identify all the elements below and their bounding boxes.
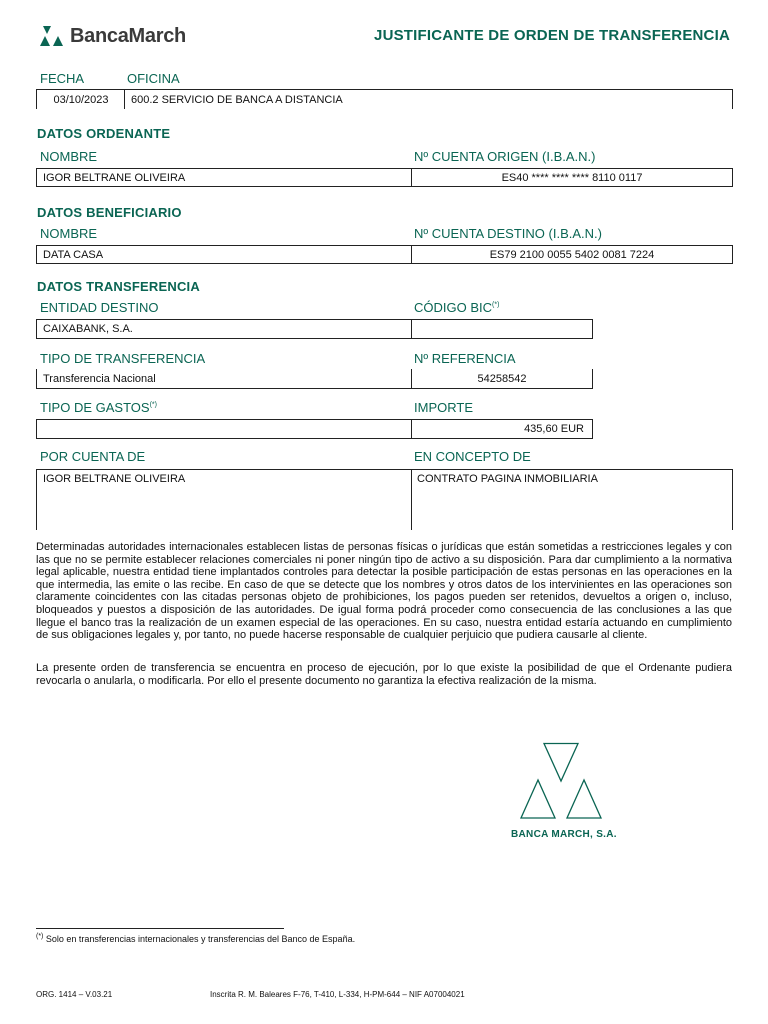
bank-stamp-logo-icon xyxy=(518,742,604,820)
referencia-value: 54258542 xyxy=(477,372,527,385)
por-cuenta-value: IGOR BELTRANE OLIVEIRA xyxy=(43,473,186,485)
transferencia-section-title: DATOS TRANSFERENCIA xyxy=(37,279,200,294)
referencia-label: Nº REFERENCIA xyxy=(414,351,516,366)
bank-logo-icon xyxy=(40,24,64,48)
tipo-row xyxy=(36,369,593,389)
ordenante-row xyxy=(36,168,733,187)
fecha-label: FECHA xyxy=(40,71,85,86)
footnote xyxy=(36,933,355,944)
gastos-label xyxy=(40,400,157,415)
ordenante-nombre-label: NOMBRE xyxy=(40,149,98,164)
entidad-row xyxy=(36,319,593,339)
tipo-transferencia-value: Transferencia Nacional xyxy=(43,372,156,385)
footer-org-code: ORG. 1414 – V.03.21 xyxy=(36,990,113,999)
beneficiario-nombre-label: NOMBRE xyxy=(40,226,98,241)
ordenante-cuenta-label: Nº CUENTA ORIGEN (I.B.A.N.) xyxy=(414,149,596,164)
document-title: JUSTIFICANTE DE ORDEN DE TRANSFERENCIA xyxy=(374,27,730,44)
importe-label: IMPORTE xyxy=(414,400,473,415)
oficina-value: 600.2 SERVICIO DE BANCA A DISTANCIA xyxy=(131,93,343,106)
por-cuenta-row xyxy=(36,469,733,530)
gastos-asterisk: (*) xyxy=(149,401,157,409)
por-cuenta-label: POR CUENTA DE xyxy=(40,449,146,464)
bic-asterisk: (*) xyxy=(492,301,500,309)
ordenante-cuenta-value: ES40 **** **** **** 8110 0117 xyxy=(501,171,643,184)
bic-value xyxy=(412,320,592,338)
bic-label xyxy=(414,300,499,315)
beneficiario-cuenta-value: ES79 2100 0055 5402 0081 7224 xyxy=(489,248,655,261)
gastos-row xyxy=(36,419,593,439)
concepto-label: EN CONCEPTO DE xyxy=(414,449,531,464)
importe-value: 435,60 EUR xyxy=(524,423,584,435)
entidad-value: CAIXABANK, S.A. xyxy=(43,323,133,335)
beneficiario-nombre-value: DATA CASA xyxy=(43,248,104,261)
tipo-transferencia-label: TIPO DE TRANSFERENCIA xyxy=(40,351,206,366)
fecha-value: 03/10/2023 xyxy=(53,93,109,106)
ordenante-section-title: DATOS ORDENANTE xyxy=(37,126,171,141)
beneficiario-row xyxy=(36,245,733,264)
footnote-mark: (*) xyxy=(36,933,44,940)
gastos-label-text: TIPO DE GASTOS xyxy=(40,400,150,415)
beneficiario-section-title: DATOS BENEFICIARIO xyxy=(37,205,182,220)
bank-logo xyxy=(40,24,210,50)
gastos-value xyxy=(37,420,411,438)
legal-paragraph-2: La presente orden de transferencia se encuentra en proceso de ejecución, por lo que existe la posibilidad de que el Ordenante pudiera revocarla o anularla, o modificarla. Por ello el presente documento no garantiza la efectiva realización de la misma. xyxy=(36,662,732,687)
beneficiario-cuenta-label: Nº CUENTA DESTINO (I.B.A.N.) xyxy=(414,226,602,241)
oficina-label: OFICINA xyxy=(127,71,180,86)
bank-stamp-text: BANCA MARCH, S.A. xyxy=(511,829,617,840)
fecha-oficina-row xyxy=(36,89,733,109)
concepto-value: CONTRATO PAGINA INMOBILIARIA xyxy=(417,473,598,485)
ordenante-nombre-value: IGOR BELTRANE OLIVEIRA xyxy=(43,171,186,184)
entidad-label: ENTIDAD DESTINO xyxy=(40,300,159,315)
bank-logo-text: BancaMarch xyxy=(70,25,186,47)
footnote-divider xyxy=(36,928,284,929)
legal-paragraph-1: Determinadas autoridades internacionales establecen listas de personas físicas o jurídicas que están sometidas a restricciones legales y con las que no se permite establecer relaciones comerciales ni poner ningún tipo de activo a su disposición. Para dar cumplimiento a la normativa legal aplicable, nuestra entidad tiene implantados controles para detectar la posible participación de estas personas en las operaciones en la que intermedia, las emite o las recibe. En caso de que se detecte que los nombres y otros datos de los intervinientes en las operaciones son claramente coincidentes con las citadas personas objeto de prohibiciones, los pagos pueden ser retenidos, devueltos a origen o, incluso, bloqueados y puestos a disposición de las autoridades. De igual forma podrá proceder como consecuencia de las conclusiones a las que llegue el banco tras la realización de un examen especial de las operaciones. En su caso, nuestra entidad estaría actuando en cumplimiento de sus obligaciones legales y, por tanto, no puede hacerse responsable de cualquier perjuicio que pudiera causarle al cliente. xyxy=(36,541,732,642)
bic-label-text: CÓDIGO BIC xyxy=(414,300,493,315)
footer-registry: Inscrita R. M. Baleares F-76, T-410, L-334, H-PM-644 – NIF A07004021 xyxy=(210,990,465,999)
footnote-text: Solo en transferencias internacionales y transferencias del Banco de España. xyxy=(43,934,356,944)
